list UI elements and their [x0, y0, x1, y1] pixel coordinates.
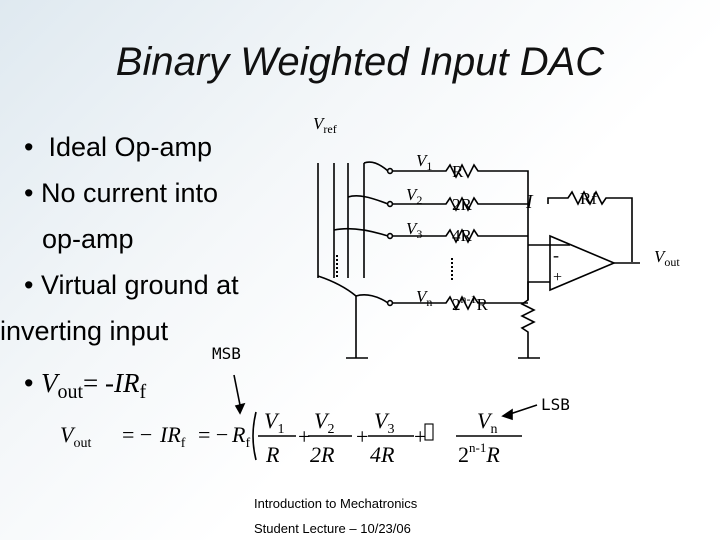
- vn-label: $V_n$: [416, 287, 433, 309]
- switch-arm-v2: [348, 196, 388, 204]
- switch-contact-v1: [388, 169, 393, 174]
- ground-resistor: [522, 282, 550, 358]
- eq-t2-den: 2R: [310, 442, 335, 467]
- msb-arrow-line: [234, 375, 240, 405]
- 2n1r-label: 2$^{n-1}$R: [452, 292, 488, 314]
- eq-plus-1: +: [298, 424, 311, 449]
- 2r-label: 2R: [452, 195, 472, 214]
- eq-plus-2: +: [356, 424, 369, 449]
- switch-contact-v3: [388, 234, 393, 239]
- eq-equals-2: = −: [198, 422, 229, 447]
- bullet-no-current: • No current into: [24, 178, 219, 208]
- eq-tn-den: 2$^{n-1}$R: [458, 440, 500, 467]
- opamp-plus-label: +: [553, 269, 563, 286]
- eq-irf: $IR_f$: [160, 422, 186, 451]
- v3-label: $V_3$: [406, 219, 423, 241]
- footer-course: Introduction to Mechatronics: [254, 496, 418, 511]
- eq-tn-num: $V_n$: [477, 408, 498, 437]
- bullet-no-current-cont: op-amp: [42, 224, 134, 254]
- lsb-label: LSB: [541, 395, 570, 414]
- v1-label: $V_1$: [416, 151, 433, 173]
- v2-label: $V_2$: [406, 185, 423, 207]
- eq-vout: $V_{out}$: [60, 422, 92, 451]
- msb-label: MSB: [212, 344, 241, 363]
- eq-rf: $R_f$: [232, 422, 251, 451]
- eq-t1-den: R: [266, 442, 280, 467]
- switch-arm-v3: [334, 229, 388, 236]
- bullet-vout-equation: • $V_{out}= -IR_f$: [24, 368, 147, 403]
- r-label: R: [452, 162, 464, 181]
- current-label: I: [526, 191, 533, 213]
- slide-title: Binary Weighted Input DAC: [115, 40, 605, 84]
- eq-t3-den: 4R: [370, 442, 395, 467]
- rf-label: Rf: [580, 189, 597, 208]
- lsb-arrowhead: [503, 410, 512, 419]
- eq-t1-num: $V_1$: [264, 408, 285, 437]
- bullet-ideal-opamp: • Ideal Op-amp: [24, 132, 213, 162]
- eq-plus-3: +: [414, 424, 427, 449]
- switch-contact-vn: [388, 301, 393, 306]
- eq-t2-num: $V_2$: [314, 408, 335, 437]
- switch-contact-v2: [388, 202, 393, 207]
- left-paren: [253, 412, 256, 460]
- opamp-minus-label: -: [553, 245, 559, 265]
- bullet-virtual-ground-cont: inverting input: [0, 316, 169, 346]
- 4r-label: 4R: [452, 226, 472, 245]
- lsb-arrow-line: [510, 405, 537, 414]
- eq-equals-1: = −: [122, 422, 153, 447]
- vref-label: $V_{ref}$: [313, 114, 337, 136]
- switch-arm-v1: [364, 162, 388, 171]
- footer-lecture-date: Student Lecture – 10/23/06: [254, 521, 411, 536]
- eq-t3-num: $V_3$: [374, 408, 395, 437]
- bullet-virtual-ground: • Virtual ground at: [24, 270, 239, 300]
- switch-arm-vn: [318, 276, 388, 303]
- msb-arrowhead: [236, 404, 244, 413]
- vout-label: $V_{out}$: [654, 247, 680, 269]
